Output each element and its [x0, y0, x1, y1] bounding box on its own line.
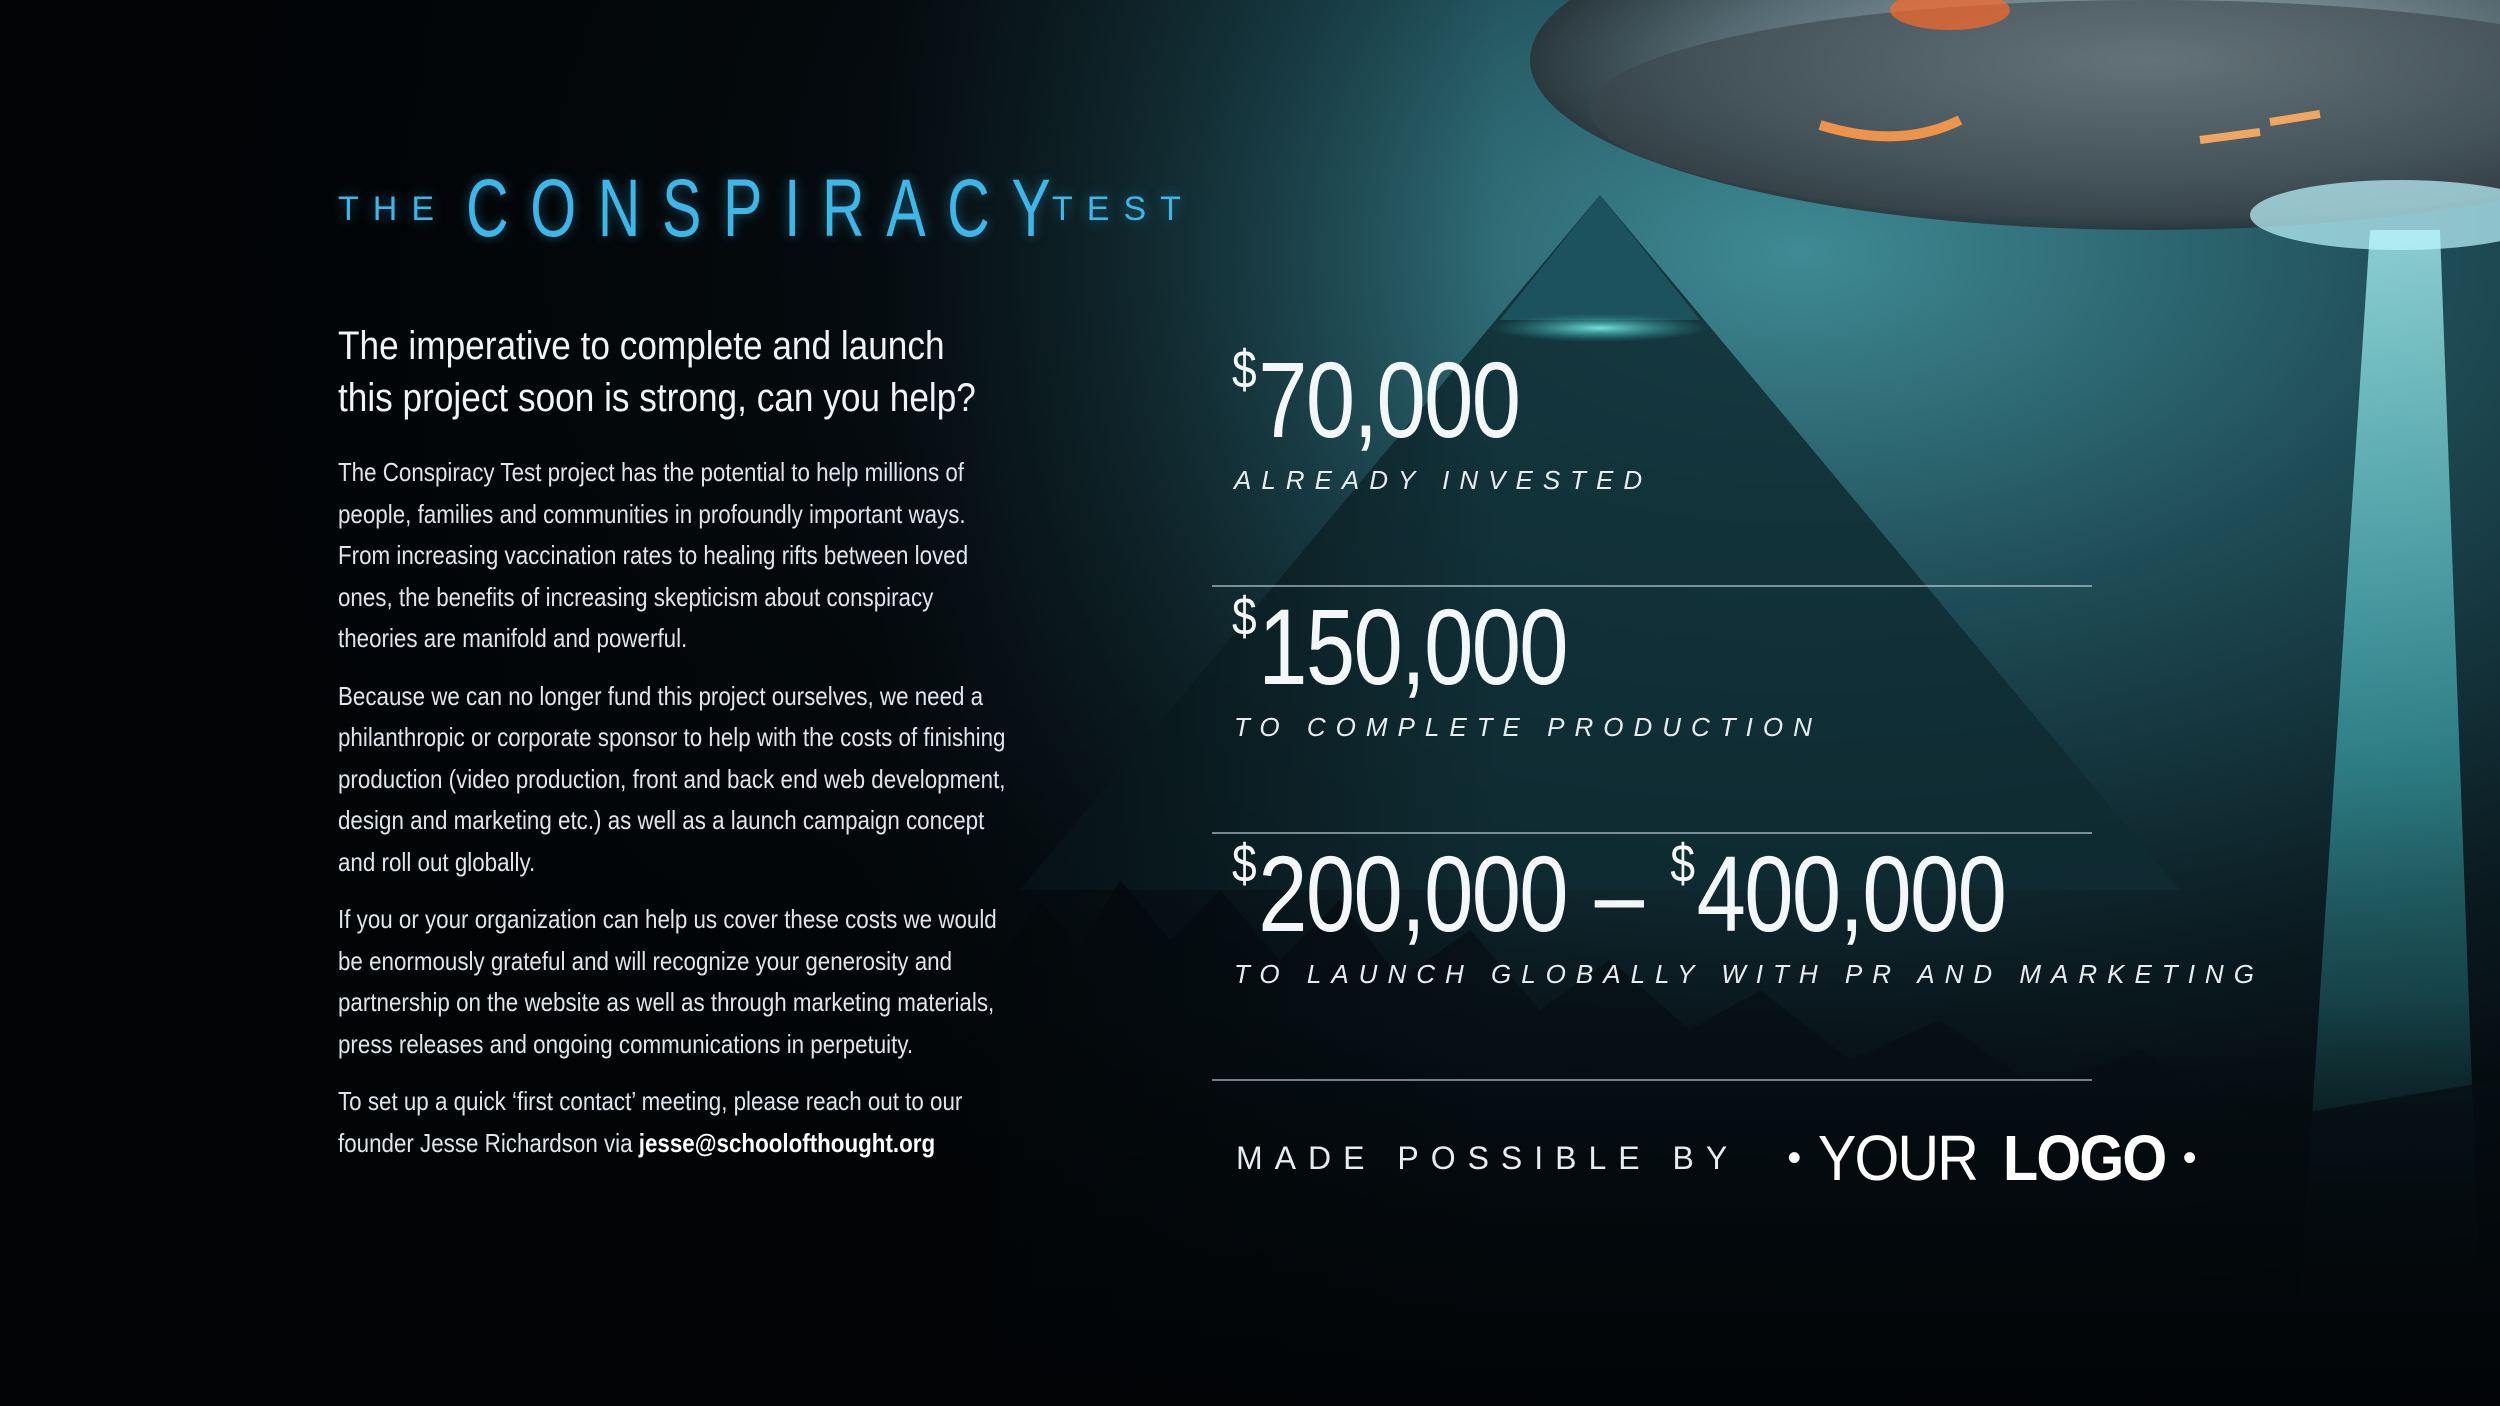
currency-symbol: $ [1232, 587, 1255, 647]
headline: The imperative to complete and launch this project soon is strong, can you help? [338, 324, 976, 420]
logo-word-text: LOGO [2003, 1122, 2166, 1194]
range-dash: – [1594, 833, 1643, 954]
logo-dot-right: • [2182, 1135, 2197, 1180]
stat-label: ALREADY INVESTED [1234, 465, 1653, 495]
currency-symbol: $ [1670, 834, 1694, 894]
stat-amount [1232, 834, 2005, 954]
stat-amount [1232, 340, 1519, 460]
sponsor-logo-placeholder [1779, 1121, 2204, 1195]
logo-dot-left: • [1787, 1135, 1802, 1180]
paragraph: If you or your organization can help us cover these costs we would be enormously grateful and will recognize your generosity and partnership on the website as well as through marketing materials, press releases and ongoing communications in perpetuity. [338, 904, 997, 1059]
contact-paragraph [338, 1081, 1009, 1164]
logo-your-text: YOUR [1818, 1122, 1978, 1194]
paragraph: Because we can no longer fund this project ourselves, we need a philanthropic or corporate sponsor to help with the costs of finishing production (video production, front and back end web development, design and marketing etc.) as well as a launch campaign concept and roll out globally. [338, 680, 1006, 877]
sponsor-label: MADE POSSIBLE BY [1236, 1139, 1740, 1176]
stat-amount [1232, 587, 1567, 707]
title-main: CONSPIRACY [466, 163, 1073, 254]
pitch-text-column [338, 320, 1008, 1180]
amount-value: 200,000 [1258, 833, 1567, 954]
paragraph: The Conspiracy Test project has the potential to help millions of people, families and communities in profoundly important ways. From increasing vaccination rates to healing rifts between loved ones, the benefits of increasing skepticism about conspiracy theories are manifold and powerful. [338, 457, 969, 653]
contact-text: To set up a quick ‘first contact’ meeting, please reach out to our founder Jesse Richardson via [338, 1086, 963, 1158]
amount-value: 150,000 [1258, 586, 1567, 707]
title-prefix: THE [338, 189, 448, 228]
currency-symbol: $ [1232, 340, 1255, 400]
amount-value: 400,000 [1696, 833, 2006, 954]
title-suffix: TEST [1052, 189, 1195, 228]
funding-stats [1212, 339, 2264, 1081]
project-title [338, 164, 1195, 254]
stat-already-invested [1212, 340, 2092, 587]
currency-symbol: $ [1232, 834, 1255, 894]
contact-email-link[interactable]: jesse@schoolofthought.org [638, 1127, 936, 1158]
stat-complete-production [1212, 587, 2092, 834]
amount-value: 70,000 [1258, 339, 1520, 460]
stat-label: TO LAUNCH GLOBALLY WITH PR AND MARKETING [1234, 959, 2264, 989]
stat-label: TO COMPLETE PRODUCTION [1234, 712, 1822, 742]
sponsor-row [1236, 1122, 2205, 1194]
stat-launch-globally [1212, 833, 2264, 1081]
